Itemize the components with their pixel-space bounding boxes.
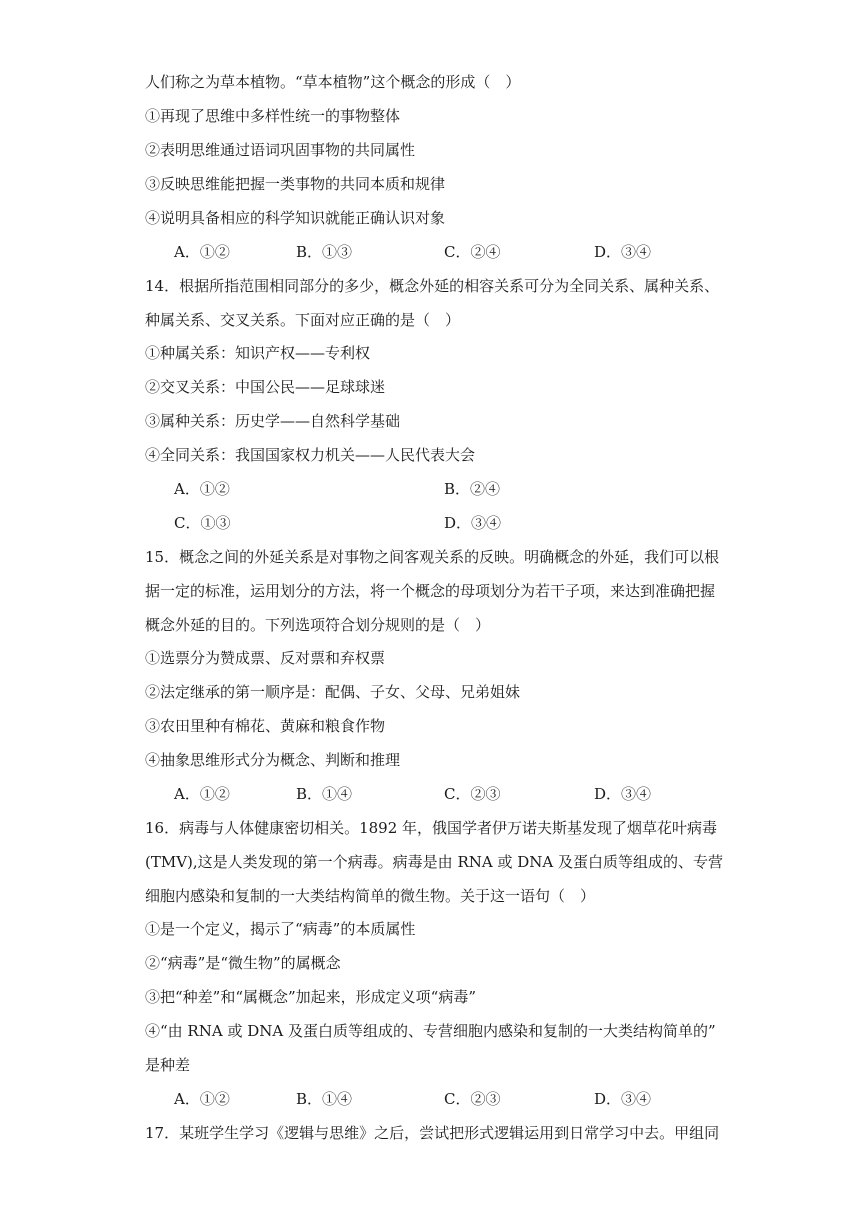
q15-item-2: ②法定继承的第一顺序是：配偶、子女、父母、兄弟姐妹: [145, 683, 521, 701]
q15-option-c: C．②③: [444, 785, 501, 803]
q15-stem-line3: 概念外延的目的。下列选项符合划分规则的是（ ）: [145, 616, 491, 634]
q16-item-3: ③把“种差”和“属概念”加起来，形成定义项“病毒”: [145, 988, 477, 1006]
q15-stem-line2: 据一定的标准，运用划分的方法，将一个概念的母项划分为若干子项，来达到准确把握: [145, 582, 716, 600]
q14-option-a: A．①②: [174, 480, 230, 498]
q15-item-1: ①选票分为赞成票、反对票和弃权票: [145, 649, 386, 667]
q14-stem-line2: 种属关系、交叉关系。下面对应正确的是（ ）: [145, 311, 461, 329]
q16-option-a: A．①②: [174, 1090, 230, 1108]
q16-stem-line1: 16．病毒与人体健康密切相关。1892 年，俄国学者伊万诺夫斯基发现了烟草花叶病毒: [145, 819, 718, 837]
q15-option-d: D．③④: [594, 785, 652, 803]
q16-option-c: C．②③: [444, 1090, 501, 1108]
q16-stem-line2: (TMV),这是人类发现的第一个病毒。病毒是由 RNA 或 DNA 及蛋白质等组成的、专营: [145, 853, 723, 871]
q16-item-4-cont: 是种差: [145, 1056, 191, 1074]
q13-item-4: ④说明具备相应的科学知识就能正确认识对象: [145, 209, 446, 227]
q15-stem-line1: 15．概念之间的外延关系是对事物之间客观关系的反映。明确概念的外延，我们可以根: [145, 548, 720, 566]
q16-item-2: ②“病毒”是“微生物”的属概念: [145, 954, 341, 972]
q16-stem-line3: 细胞内感染和复制的一大类结构简单的微生物。关于这一语句（ ）: [145, 887, 596, 905]
q16-item-4: ④“由 RNA 或 DNA 及蛋白质等组成的、专营细胞内感染和复制的一大类结构简单的”: [145, 1022, 716, 1040]
q14-option-c: C．①③: [174, 514, 231, 532]
q13-item-2: ②表明思维通过语词巩固事物的共同属性: [145, 141, 416, 159]
q13-option-d: D．③④: [594, 243, 652, 261]
q16-option-b: B．①④: [296, 1090, 353, 1108]
q14-item-3: ③属种关系：历史学——自然科学基础: [145, 412, 401, 430]
q13-option-a: A．①②: [174, 243, 230, 261]
q13-stem: 人们称之为草本植物。“草本植物”这个概念的形成（ ）: [145, 73, 521, 91]
q13-option-b: B．①③: [296, 243, 353, 261]
q13-option-c: C．②④: [444, 243, 501, 261]
q14-option-b: B．②④: [444, 480, 501, 498]
q14-stem-line1: 14．根据所指范围相同部分的多少，概念外延的相容关系可分为全同关系、属种关系、: [145, 277, 720, 295]
q17-stem-line1: 17．某班学生学习《逻辑与思维》之后，尝试把形式逻辑运用到日常学习中去。甲组同: [145, 1124, 720, 1142]
q14-item-2: ②交叉关系：中国公民——足球球迷: [145, 378, 386, 396]
q14-option-d: D．③④: [444, 514, 502, 532]
q14-item-4: ④全同关系：我国国家权力机关——人民代表大会: [145, 446, 476, 464]
q13-item-1: ①再现了思维中多样性统一的事物整体: [145, 107, 401, 125]
q15-item-3: ③农田里种有棉花、黄麻和粮食作物: [145, 717, 386, 735]
q15-item-4: ④抽象思维形式分为概念、判断和推理: [145, 751, 401, 769]
q15-option-a: A．①②: [174, 785, 230, 803]
q16-item-1: ①是一个定义，揭示了“病毒”的本质属性: [145, 920, 416, 938]
q15-option-b: B．①④: [296, 785, 353, 803]
q14-item-1: ①种属关系：知识产权——专利权: [145, 344, 371, 362]
q16-option-d: D．③④: [594, 1090, 652, 1108]
q13-item-3: ③反映思维能把握一类事物的共同本质和规律: [145, 175, 446, 193]
